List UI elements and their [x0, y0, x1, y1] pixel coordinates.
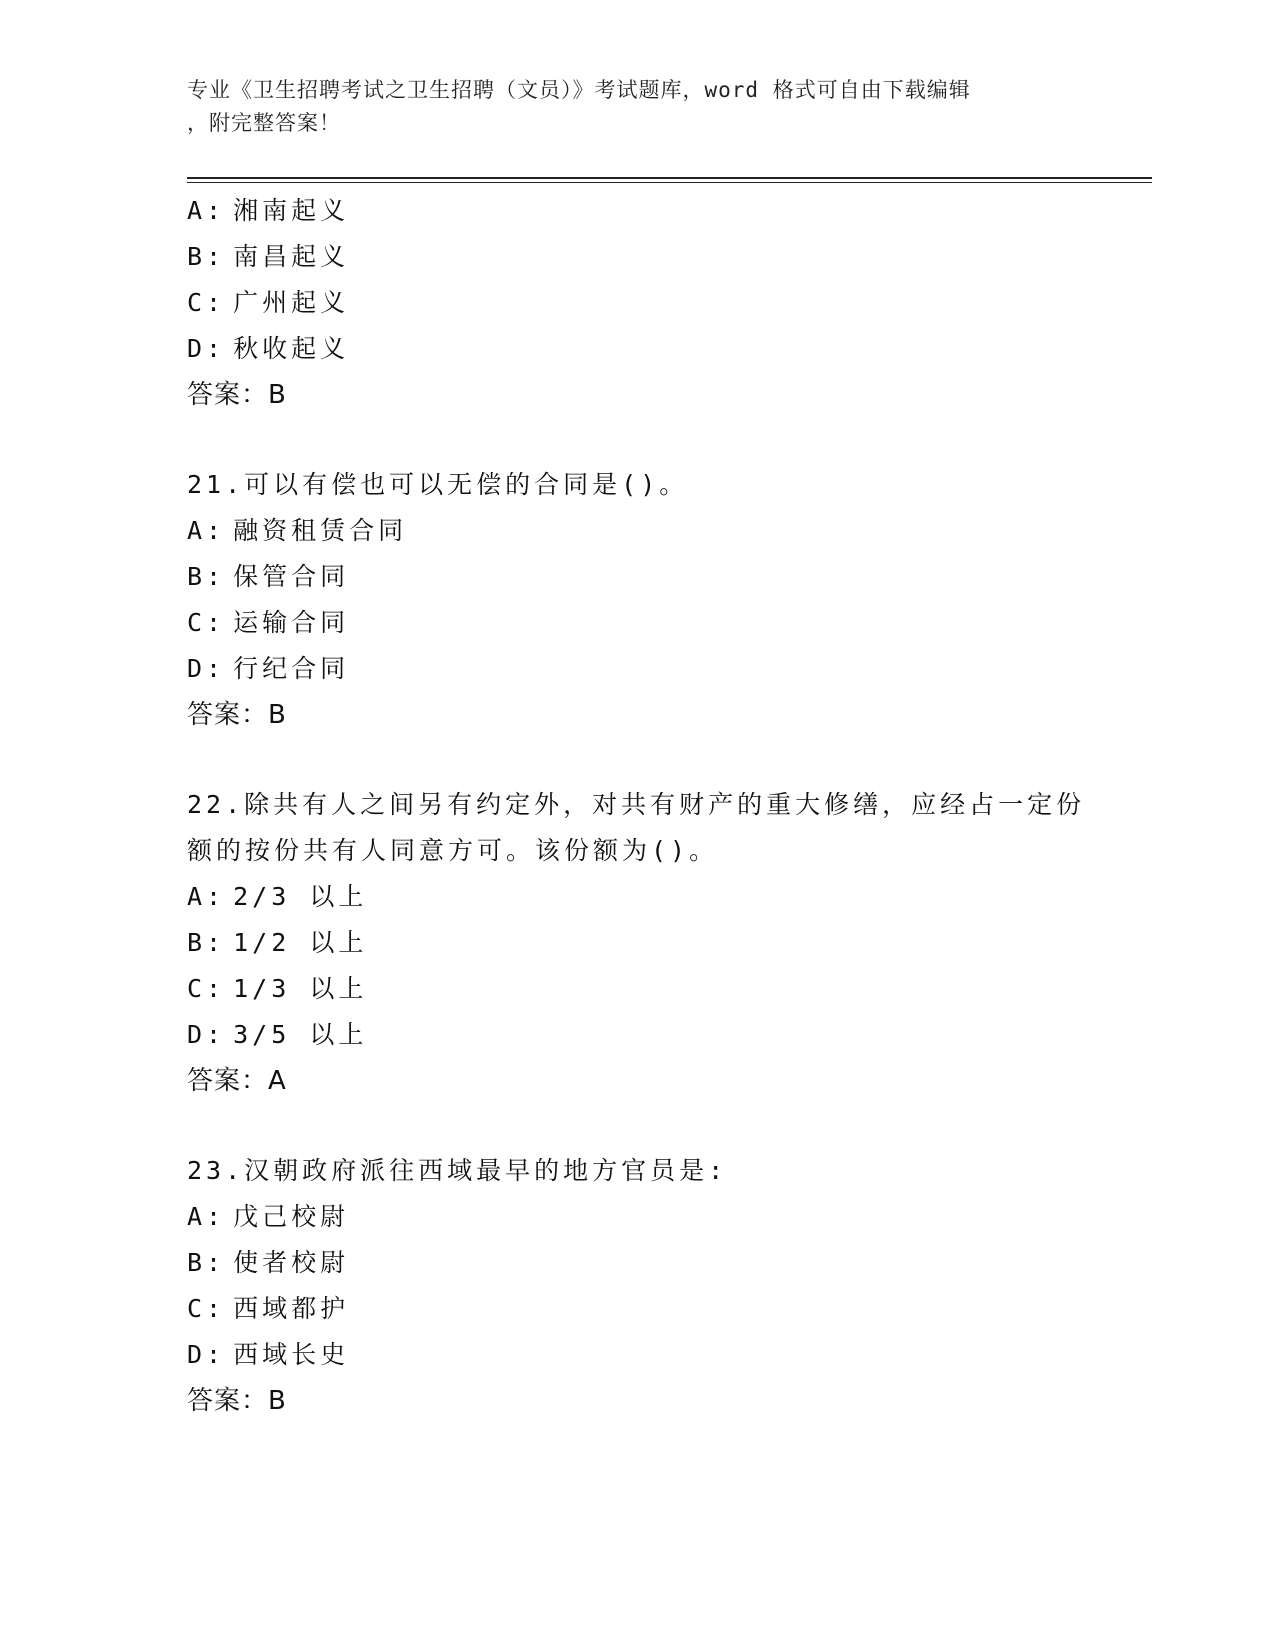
option-d — [187, 1332, 1087, 1378]
header-rule-top — [187, 177, 1152, 179]
question-22 — [187, 782, 1087, 1104]
header-line-2: ，附完整答案！ — [187, 111, 341, 135]
option-d — [187, 1012, 1087, 1058]
document-header — [187, 74, 1087, 140]
option-c — [187, 280, 1087, 326]
option-key: A: — [187, 882, 226, 911]
option-key: A: — [187, 196, 226, 225]
question-20-continued — [187, 188, 1087, 418]
option-key: C: — [187, 974, 226, 1003]
option-a — [187, 508, 1087, 554]
option-a — [187, 1194, 1087, 1240]
option-text: 戊己校尉 — [233, 1202, 350, 1231]
option-text: 广州起义 — [233, 288, 350, 317]
option-key: D: — [187, 334, 226, 363]
option-text: 1/2 以上 — [233, 928, 368, 957]
option-key: C: — [187, 608, 226, 637]
question-text-line-1: 22.除共有人之间另有约定外，对共有财产的重大修缮，应经占一定份 — [187, 790, 1086, 819]
question-text: 23.汉朝政府派往西域最早的地方官员是: — [187, 1156, 728, 1185]
option-d — [187, 326, 1087, 372]
answer-line: 答案：B — [187, 1386, 287, 1416]
option-text: 1/3 以上 — [233, 974, 368, 1003]
option-text: 使者校尉 — [233, 1248, 350, 1277]
option-b — [187, 554, 1087, 600]
header-rule-bottom — [187, 182, 1152, 183]
question-21 — [187, 462, 1087, 738]
option-text: 秋收起义 — [233, 334, 350, 363]
option-text: 西域都护 — [233, 1294, 350, 1323]
option-text: 2/3 以上 — [233, 882, 368, 911]
option-key: A: — [187, 516, 226, 545]
option-text: 西域长史 — [233, 1340, 350, 1369]
header-line-1: 专业《卫生招聘考试之卫生招聘（文员）》考试题库，word 格式可自由下载编辑 — [187, 78, 971, 102]
option-a — [187, 188, 1087, 234]
option-b — [187, 1240, 1087, 1286]
question-23 — [187, 1148, 1087, 1424]
answer-line: 答案：A — [187, 1066, 287, 1096]
option-text: 湘南起义 — [233, 196, 350, 225]
option-key: A: — [187, 1202, 226, 1231]
option-key: B: — [187, 562, 226, 591]
option-b — [187, 234, 1087, 280]
answer-line: 答案：B — [187, 700, 287, 730]
option-key: C: — [187, 288, 226, 317]
option-text: 保管合同 — [233, 562, 350, 591]
option-a — [187, 874, 1087, 920]
option-key: B: — [187, 928, 226, 957]
option-key: B: — [187, 1248, 226, 1277]
option-text: 行纪合同 — [233, 654, 350, 683]
question-text-line-2: 额的按份共有人同意方可。该份额为()。 — [187, 836, 719, 865]
option-key: D: — [187, 1340, 226, 1369]
question-list — [187, 188, 1087, 1424]
option-text: 3/5 以上 — [233, 1020, 368, 1049]
option-b — [187, 920, 1087, 966]
option-d — [187, 646, 1087, 692]
question-text: 21.可以有偿也可以无偿的合同是()。 — [187, 470, 689, 499]
option-key: B: — [187, 242, 226, 271]
option-text: 融资租赁合同 — [233, 516, 408, 545]
option-key: D: — [187, 1020, 226, 1049]
option-c — [187, 966, 1087, 1012]
option-text: 运输合同 — [233, 608, 350, 637]
option-c — [187, 600, 1087, 646]
option-key: D: — [187, 654, 226, 683]
answer-line: 答案：B — [187, 380, 287, 410]
option-key: C: — [187, 1294, 226, 1323]
option-c — [187, 1286, 1087, 1332]
option-text: 南昌起义 — [233, 242, 350, 271]
